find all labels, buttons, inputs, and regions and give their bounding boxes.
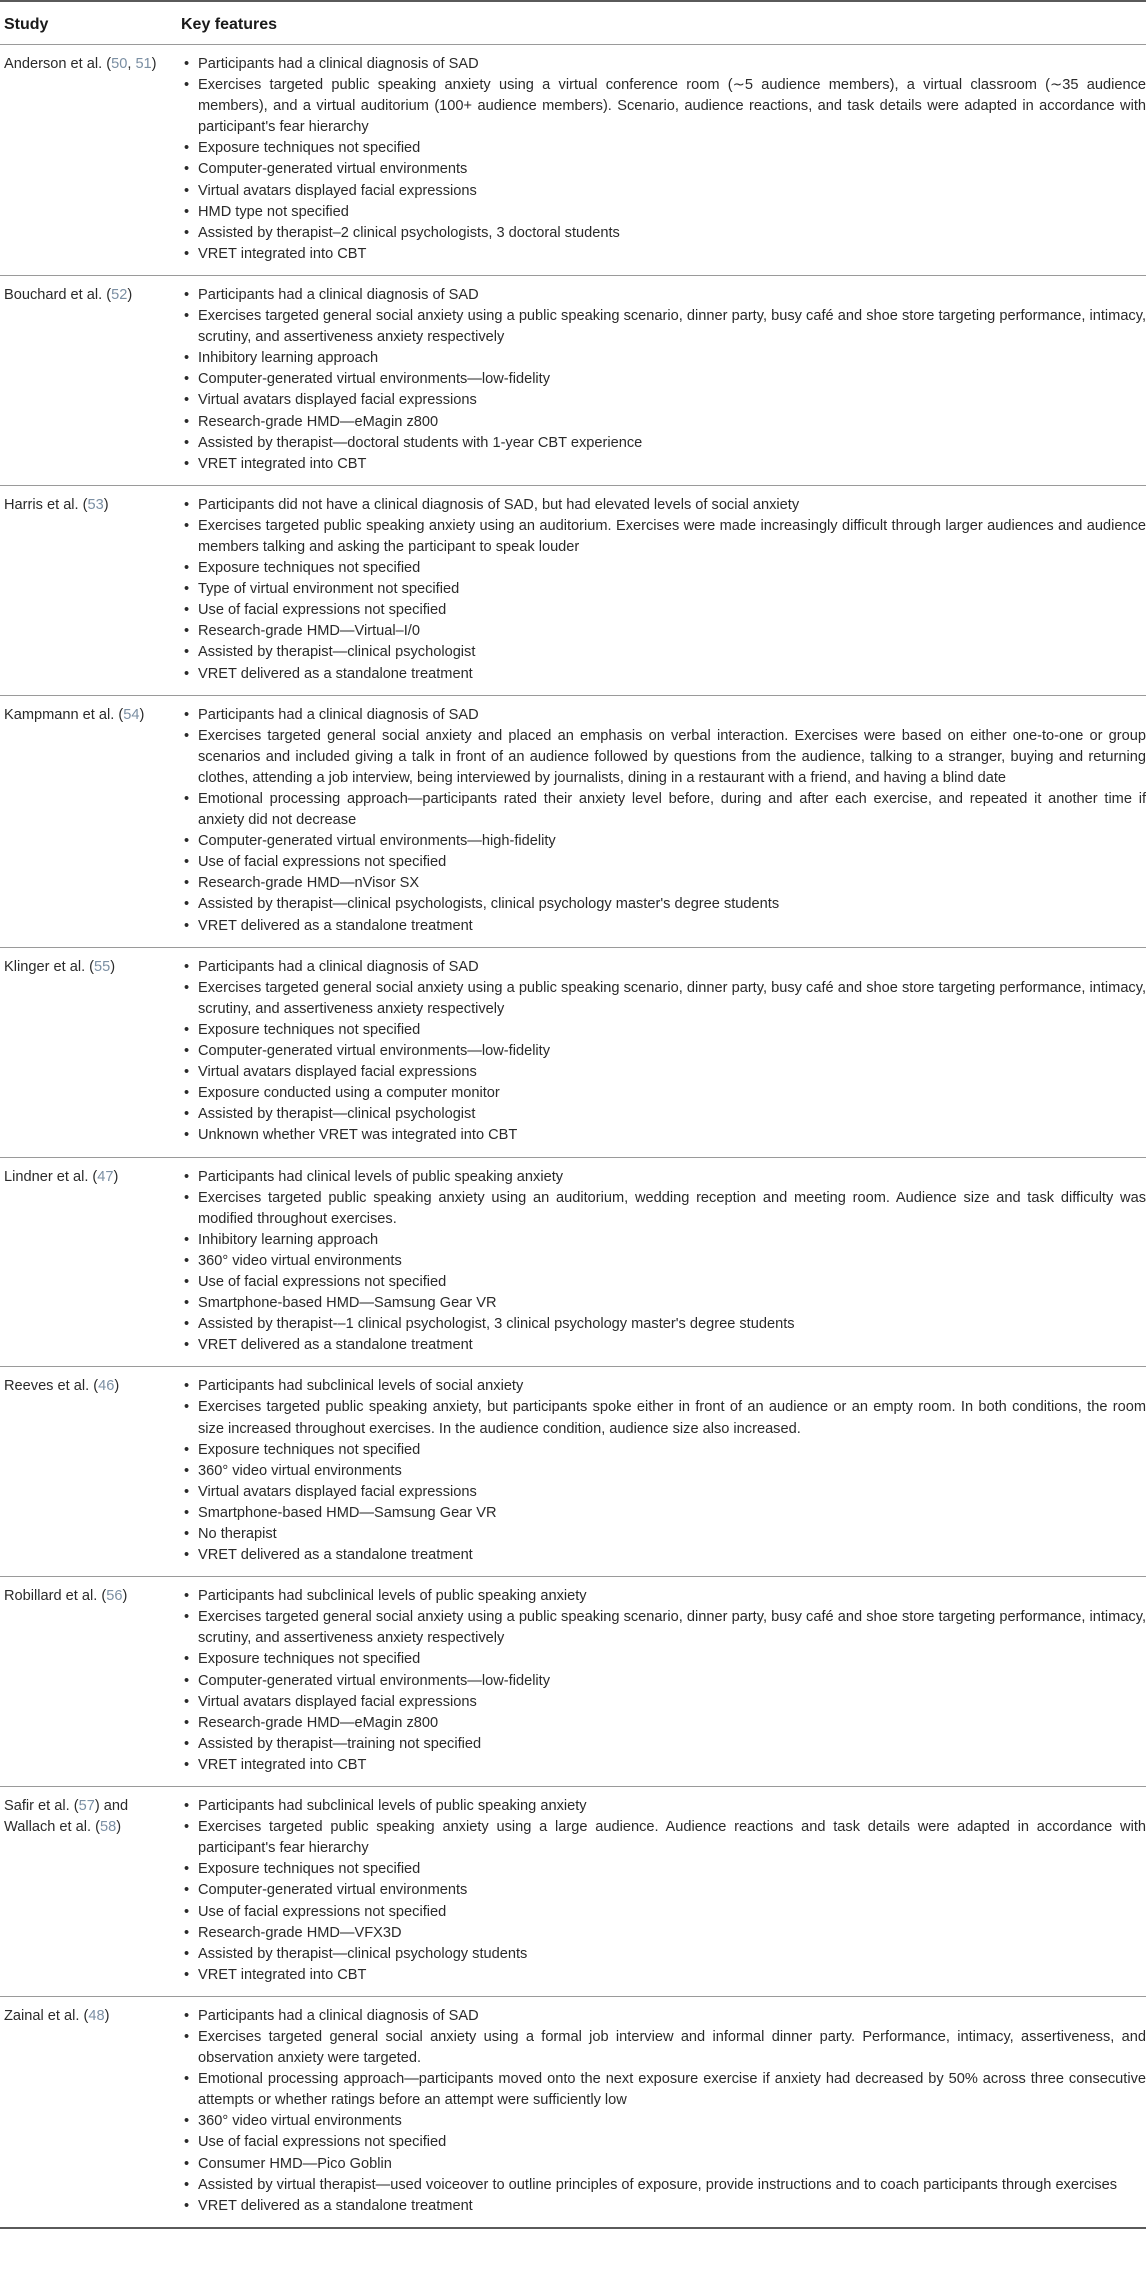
table-row: [0, 1996, 1146, 2227]
study-name-text: Robillard et al. (: [4, 1588, 107, 1605]
reference-link[interactable]: 47: [97, 1168, 114, 1185]
table-row: [0, 45, 1146, 276]
study-name-text: Anderson et al. (: [4, 56, 112, 72]
feature-item: • Virtual avatars displayed facial expressions: [181, 1482, 1146, 1503]
feature-item: • HMD type not specified: [181, 202, 1146, 223]
feature-item: • Assisted by therapist—clinical psychologist: [181, 1104, 1146, 1125]
feature-item: • 360° video virtual environments: [181, 1461, 1146, 1482]
feature-item: • Participants had subclinical levels of public speaking anxiety: [181, 1796, 1146, 1817]
feature-item: • Participants had a clinical diagnosis of SAD: [181, 705, 1146, 726]
study-cell: [0, 45, 181, 276]
feature-item: • Assisted by therapist—clinical psychology students: [181, 1944, 1146, 1965]
feature-item: • Participants had a clinical diagnosis of SAD: [181, 2006, 1146, 2027]
reference-link[interactable]: 50: [111, 56, 128, 72]
table-row: [0, 1367, 1146, 1577]
feature-item: • Research-grade HMD—eMagin z800: [181, 412, 1146, 433]
reference-link[interactable]: 57: [78, 1798, 95, 1815]
feature-item: • Computer-generated virtual environments—high-fidelity: [181, 831, 1146, 852]
feature-item: • No therapist: [181, 1524, 1146, 1545]
feature-item: • Inhibitory learning approach: [181, 348, 1146, 369]
table-row: [0, 695, 1146, 947]
study-cell: [0, 1996, 181, 2227]
table-row: [0, 485, 1146, 695]
feature-item: • Inhibitory learning approach: [181, 1230, 1146, 1251]
study-name-text: Reeves et al. (: [4, 1378, 99, 1395]
feature-item: • Type of virtual environment not specified: [181, 579, 1146, 600]
study-name-text: ): [116, 1819, 122, 1836]
feature-item: • Emotional processing approach—participants rated their anxiety level before, during and after each exercise, and repeated it another time if anxiety did not decrease: [181, 789, 1146, 831]
feature-item: • Exercises targeted general social anxiety using a public speaking scenario, dinner party, busy café and shoe store targeting performance, intimacy, scrutiny, and assertiveness anxiety respectively: [181, 1607, 1146, 1649]
key-features-cell: [181, 695, 1146, 947]
feature-item: • Exercises targeted general social anxiety using a public speaking scenario, dinner party, busy café and shoe store targeting performance, intimacy, scrutiny, and assertiveness anxiety respectively: [181, 978, 1146, 1020]
feature-item: • Use of facial expressions not specified: [181, 1902, 1146, 1923]
feature-item: • Exercises targeted general social anxiety using a public speaking scenario, dinner party, busy café and shoe store targeting performance, intimacy, scrutiny, and assertiveness anxiety respectively: [181, 306, 1146, 348]
study-name-text: ): [110, 958, 116, 975]
feature-item: • Assisted by therapist—clinical psychologists, clinical psychology master's degree students: [181, 894, 1146, 915]
study-name-text: Lindner et al. (: [4, 1168, 98, 1185]
feature-item: • Smartphone-based HMD—Samsung Gear VR: [181, 1503, 1146, 1524]
key-features-cell: [181, 45, 1146, 276]
study-name-text: ,: [127, 56, 136, 72]
feature-list: [181, 1376, 1146, 1566]
study-name-text: ): [139, 706, 145, 723]
reference-link[interactable]: 52: [111, 286, 128, 303]
table-row: [0, 1157, 1146, 1367]
column-header-key-features: Key features: [181, 1, 1146, 45]
feature-item: • Research-grade HMD—eMagin z800: [181, 1713, 1146, 1734]
reference-link[interactable]: 58: [99, 1819, 117, 1836]
study-name-text: ): [127, 286, 133, 303]
key-features-cell: [181, 1157, 1146, 1367]
feature-item: • Research-grade HMD—Virtual–I/0: [181, 621, 1146, 642]
key-features-cell: [181, 1996, 1146, 2227]
feature-item: • VRET integrated into CBT: [181, 1965, 1146, 1986]
key-features-cell: [181, 1787, 1146, 1997]
feature-list: [181, 1167, 1146, 1357]
feature-list: [181, 1586, 1146, 1776]
feature-item: • Computer-generated virtual environments: [181, 1880, 1146, 1901]
feature-item: • Exercises targeted public speaking anxiety, but participants spoke either in front of an audience or an empty room. In both conditions, the room size increased throughout exercises. In the audience condition, audience size also increased.: [181, 1397, 1146, 1439]
feature-item: • Participants had a clinical diagnosis of SAD: [181, 285, 1146, 306]
table-row: [0, 275, 1146, 485]
feature-item: • Computer-generated virtual environments—low-fidelity: [181, 1671, 1146, 1692]
feature-item: • VRET delivered as a standalone treatment: [181, 2196, 1146, 2217]
study-name-text: ): [103, 496, 109, 513]
feature-item: • Assisted by therapist-–1 clinical psychologist, 3 clinical psychology master's degree students: [181, 1314, 1146, 1335]
feature-item: • Exercises targeted public speaking anxiety using a large audience. Audience reactions and task details were adapted in accordance with participant's fear hierarchy: [181, 1817, 1146, 1859]
study-cell: [0, 1577, 181, 1787]
feature-item: • Assisted by therapist—clinical psychologist: [181, 642, 1146, 663]
feature-item: • Use of facial expressions not specified: [181, 2132, 1146, 2153]
study-name-text: Safir et al. (: [4, 1798, 79, 1815]
feature-item: • Consumer HMD—Pico Goblin: [181, 2154, 1146, 2175]
feature-list: [181, 1796, 1146, 1986]
feature-item: • Assisted by therapist—training not specified: [181, 1734, 1146, 1755]
feature-item: • Exercises targeted public speaking anxiety using a virtual conference room (∼5 audience members), a virtual classroom (∼35 audience members), and a virtual auditorium (100+ audience members). Scenario, audience reactions, and task details were adapted in accordance with participant's fear hierarchy: [181, 75, 1146, 138]
feature-item: • Exposure techniques not specified: [181, 138, 1146, 159]
feature-item: • Participants had a clinical diagnosis of SAD: [181, 957, 1146, 978]
study-name-text: Harris et al. (: [4, 496, 88, 513]
study-cell: [0, 947, 181, 1157]
feature-item: • 360° video virtual environments: [181, 1251, 1146, 1272]
feature-item: • Exposure techniques not specified: [181, 1649, 1146, 1670]
feature-item: • Virtual avatars displayed facial expressions: [181, 1692, 1146, 1713]
key-features-cell: [181, 1577, 1146, 1787]
feature-item: • Emotional processing approach—participants moved onto the next exposure exercise if anxiety had decreased by 50% across three consecutive attempts or whether ratings before an attempt were sufficiently low: [181, 2069, 1146, 2111]
feature-item: • Exercises targeted general social anxiety using a formal job interview and informal dinner party. Performance, intimacy, assertiveness, and observation anxiety were targeted.: [181, 2027, 1146, 2069]
reference-link[interactable]: 53: [87, 496, 104, 513]
reference-link[interactable]: 55: [94, 958, 111, 975]
feature-item: • Participants had subclinical levels of social anxiety: [181, 1376, 1146, 1397]
key-features-cell: [181, 485, 1146, 695]
column-header-study: Study: [0, 1, 181, 45]
feature-item: • Virtual avatars displayed facial expressions: [181, 181, 1146, 202]
feature-item: • Exercises targeted public speaking anxiety using an auditorium, wedding reception and meeting room. Audience size and task difficulty was modified throughout exercises.: [181, 1188, 1146, 1230]
study-name-text: ): [113, 1168, 119, 1185]
study-cell: [0, 1157, 181, 1367]
feature-item: • Exposure techniques not specified: [181, 1440, 1146, 1461]
study-name-text: Kampmann et al. (: [4, 706, 124, 723]
feature-list: [181, 2006, 1146, 2217]
feature-item: • Use of facial expressions not specified: [181, 600, 1146, 621]
feature-item: • 360° video virtual environments: [181, 2111, 1146, 2132]
feature-item: • Assisted by therapist—doctoral students with 1-year CBT experience: [181, 433, 1146, 454]
feature-item: • VRET delivered as a standalone treatment: [181, 916, 1146, 937]
study-name-text: ): [114, 1378, 120, 1395]
feature-list: [181, 495, 1146, 685]
feature-list: [181, 285, 1146, 475]
reference-link[interactable]: 48: [88, 2007, 105, 2024]
feature-item: • Use of facial expressions not specified: [181, 1272, 1146, 1293]
feature-item: • Virtual avatars displayed facial expressions: [181, 1062, 1146, 1083]
feature-item: • Research-grade HMD—VFX3D: [181, 1923, 1146, 1944]
feature-item: • Exposure techniques not specified: [181, 558, 1146, 579]
table-row: [0, 1577, 1146, 1787]
feature-item: • Computer-generated virtual environments—low-fidelity: [181, 369, 1146, 390]
reference-link[interactable]: 56: [106, 1588, 123, 1605]
study-cell: [0, 1787, 181, 1997]
study-cell: [0, 695, 181, 947]
feature-item: • Use of facial expressions not specified: [181, 852, 1146, 873]
study-cell: [0, 485, 181, 695]
feature-item: • Participants did not have a clinical diagnosis of SAD, but had elevated levels of social anxiety: [181, 495, 1146, 516]
feature-item: • Computer-generated virtual environments: [181, 159, 1146, 180]
feature-item: • Assisted by virtual therapist—used voiceover to outline principles of exposure, provide instructions and to coach participants through exercises: [181, 2175, 1146, 2196]
table-row: [0, 947, 1146, 1157]
study-name-text: ): [104, 2007, 110, 2024]
feature-item: • Virtual avatars displayed facial expressions: [181, 390, 1146, 411]
feature-item: • Exposure conducted using a computer monitor: [181, 1083, 1146, 1104]
feature-list: [181, 957, 1146, 1147]
feature-item: • VRET delivered as a standalone treatment: [181, 1335, 1146, 1356]
study-name-text: ) and Wallach et al. (: [4, 1798, 129, 1836]
table-header: [0, 1, 1146, 45]
feature-item: • Participants had a clinical diagnosis of SAD: [181, 54, 1146, 75]
feature-item: • VRET delivered as a standalone treatment: [181, 664, 1146, 685]
feature-item: • Exercises targeted general social anxiety and placed an emphasis on verbal interaction. Exercises were based on either one-to-one or group scenarios and included giving a talk in front of an audience followed by questions from the audience, talking to a stranger, buying and returning clothes, attending a job interview, being interviewed by journalists, dining in a restaurant with a friend, and having a blind date: [181, 726, 1146, 789]
study-cell: [0, 275, 181, 485]
feature-item: • VRET integrated into CBT: [181, 454, 1146, 475]
feature-item: • Computer-generated virtual environments—low-fidelity: [181, 1041, 1146, 1062]
study-cell: [0, 1367, 181, 1577]
study-name-text: ): [122, 1588, 128, 1605]
study-name-text: Bouchard et al. (: [4, 286, 112, 303]
study-name-text: ): [151, 56, 157, 72]
reference-link[interactable]: 54: [123, 706, 140, 723]
feature-item: • Participants had subclinical levels of public speaking anxiety: [181, 1586, 1146, 1607]
feature-item: • VRET delivered as a standalone treatment: [181, 1545, 1146, 1566]
reference-link[interactable]: 46: [98, 1378, 115, 1395]
key-features-cell: [181, 947, 1146, 1157]
feature-item: • Research-grade HMD—nVisor SX: [181, 873, 1146, 894]
header-row: [0, 1, 1146, 45]
feature-item: • Smartphone-based HMD—Samsung Gear VR: [181, 1293, 1146, 1314]
key-features-cell: [181, 275, 1146, 485]
table-row: [0, 1787, 1146, 1997]
study-name-text: Zainal et al. (: [4, 2007, 89, 2024]
key-features-cell: [181, 1367, 1146, 1577]
feature-item: • Unknown whether VRET was integrated into CBT: [181, 1125, 1146, 1146]
feature-list: [181, 705, 1146, 937]
feature-item: • VRET integrated into CBT: [181, 1755, 1146, 1776]
feature-item: • Exercises targeted public speaking anxiety using an auditorium. Exercises were made increasingly difficult through larger audiences and audience members talking and asking the participant to speak louder: [181, 516, 1146, 558]
feature-list: [181, 54, 1146, 265]
feature-item: • VRET integrated into CBT: [181, 244, 1146, 265]
reference-link[interactable]: 51: [135, 56, 152, 72]
feature-item: • Exposure techniques not specified: [181, 1859, 1146, 1880]
study-name-text: Klinger et al. (: [4, 958, 95, 975]
feature-item: • Assisted by therapist–2 clinical psychologists, 3 doctoral students: [181, 223, 1146, 244]
feature-item: • Participants had clinical levels of public speaking anxiety: [181, 1167, 1146, 1188]
feature-item: • Exposure techniques not specified: [181, 1020, 1146, 1041]
table-body: [0, 45, 1146, 2228]
